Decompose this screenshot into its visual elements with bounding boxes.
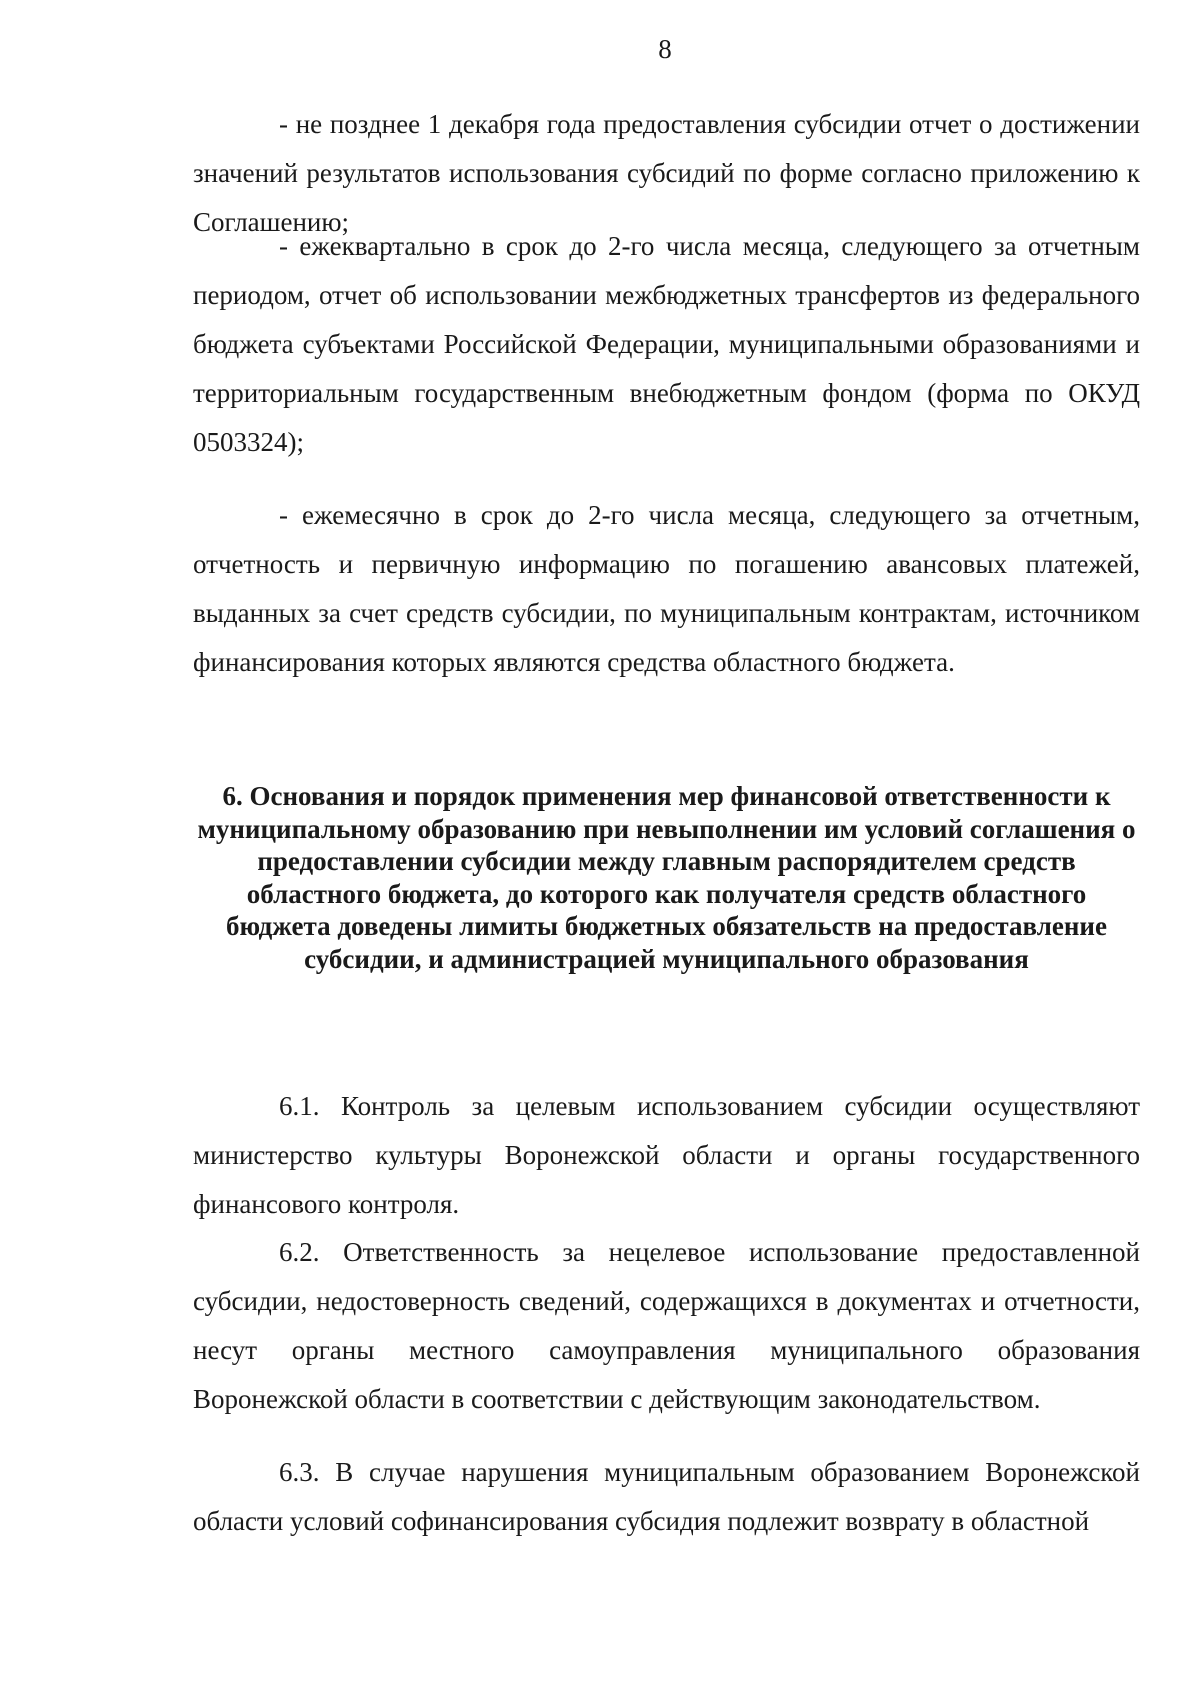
section-6-heading: 6. Основания и порядок применения мер финансовой ответственности к муниципальному образованию при невыполнении им условий соглашения о предоставлении субсидии между главным распорядителем средств областного бюджета, до которого как получателя средств областного бюджета доведены лимиты бюджетных обязательств на предоставление субсидии, и администрацией муниципального образования	[197, 781, 1136, 974]
page-number: 8	[658, 34, 672, 64]
paragraph-report-december: - не позднее 1 декабря года предоставления субсидии отчет о достижении значений результатов использования субсидий по форме согласно приложению к Соглашению;	[193, 109, 1140, 237]
paragraph-report-monthly: - ежемесячно в срок до 2-го числа месяца, следующего за отчетным, отчетность и первичную информацию по погашению авансовых платежей, выданных за счет средств субсидии, по муниципальным контрактам, источником финансирования которых являются средства областного бюджета.	[193, 500, 1140, 677]
paragraph-report-quarterly: - ежеквартально в срок до 2-го числа месяца, следующего за отчетным периодом, отчет об использовании межбюджетных трансфертов из федерального бюджета субъектами Российской Федерации, муниципальными образованиями и территориальным государственным внебюджетным фондом (форма по ОКУД 0503324);	[193, 231, 1140, 457]
paragraph-6-2: 6.2. Ответственность за нецелевое использование предоставленной субсидии, недостоверность сведений, содержащихся в документах и отчетности, несут органы местного самоуправления муниципального образования Воронежской области в соответствии с действующим законодательством.	[193, 1237, 1140, 1414]
paragraph-6-1: 6.1. Контроль за целевым использованием субсидии осуществляют министерство культуры Воронежской области и органы государственного финансового контроля.	[193, 1091, 1140, 1219]
paragraph-6-3: 6.3. В случае нарушения муниципальным образованием Воронежской области условий софинансирования субсидия подлежит возврату в областной	[193, 1457, 1140, 1536]
